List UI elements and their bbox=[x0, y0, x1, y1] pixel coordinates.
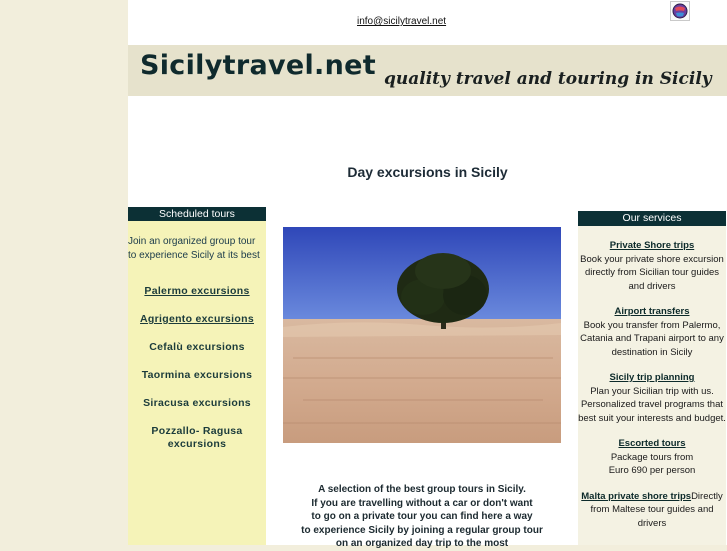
globe-icon[interactable] bbox=[670, 1, 690, 21]
intro-line: A selection of the best group tours in Sicily. bbox=[318, 484, 526, 495]
right-sidebar-title: Our services bbox=[578, 211, 726, 226]
left-sidebar-title: Scheduled tours bbox=[128, 207, 266, 221]
left-sidebar bbox=[128, 207, 266, 545]
landscape-photo bbox=[283, 227, 561, 443]
left-sidebar-intro: Join an organized group tour to experience Sicily at its best bbox=[128, 236, 260, 261]
service-malta-shore-trips bbox=[578, 490, 726, 531]
service-airport-transfers bbox=[578, 305, 726, 359]
tour-menu bbox=[128, 285, 266, 451]
header-banner bbox=[128, 45, 727, 96]
page-content bbox=[128, 0, 727, 549]
service-link[interactable]: Escorted tours bbox=[618, 438, 686, 449]
menu-item-taormina[interactable]: Taormina excursions bbox=[141, 369, 253, 381]
service-trip-planning bbox=[578, 371, 726, 425]
intro-line: to experience Sicily by joining a regular group tour bbox=[301, 524, 543, 536]
intro-text bbox=[280, 483, 564, 551]
tagline: quality travel and touring in Sicily bbox=[384, 69, 712, 89]
service-description: Directly from Maltese tour guides and drivers bbox=[590, 490, 723, 529]
menu-item-siracusa[interactable]: Siracusa excursions bbox=[143, 397, 251, 409]
intro-line: If you are travelling without a car or don't want bbox=[311, 497, 533, 509]
service-description: Plan your Sicilian trip with us. Personalized travel programs that best suit your interests and budget. bbox=[578, 385, 726, 424]
intro-line: to go on a private tour you can find here a way bbox=[311, 511, 533, 522]
intro-line: on an organized day trip to the most bbox=[335, 538, 509, 549]
page-title: Day excursions in Sicily bbox=[347, 164, 508, 180]
top-bar bbox=[128, 0, 727, 45]
service-description: Package tours from Euro 690 per person bbox=[608, 451, 696, 476]
menu-item-palermo[interactable]: Palermo excursions bbox=[144, 285, 250, 297]
service-link[interactable]: Airport transfers bbox=[614, 306, 690, 317]
site-logo[interactable]: Sicilytravel.net bbox=[140, 50, 376, 81]
service-private-shore-trips bbox=[578, 239, 726, 293]
menu-item-cefalu[interactable]: Cefalù excursions bbox=[149, 341, 245, 353]
service-link[interactable]: Private Shore trips bbox=[609, 240, 695, 251]
right-sidebar bbox=[578, 211, 726, 545]
email-link[interactable]: info@sicilytravel.net bbox=[357, 16, 447, 27]
service-link[interactable]: Malta private shore trips bbox=[581, 490, 692, 502]
menu-item-agrigento[interactable]: Agrigento excursions bbox=[140, 313, 254, 325]
service-description: Book you transfer from Palermo, Catania and Trapani airport to any destination in Sicily bbox=[580, 319, 724, 358]
service-link[interactable]: Sicily trip planning bbox=[609, 372, 695, 383]
menu-item-pozzallo-ragusa[interactable]: Pozzallo- Ragusa excursions bbox=[151, 425, 243, 450]
service-description: Book your private shore excursion directly from Sicilian tour guides and drivers bbox=[580, 253, 724, 292]
service-escorted-tours bbox=[578, 437, 726, 478]
